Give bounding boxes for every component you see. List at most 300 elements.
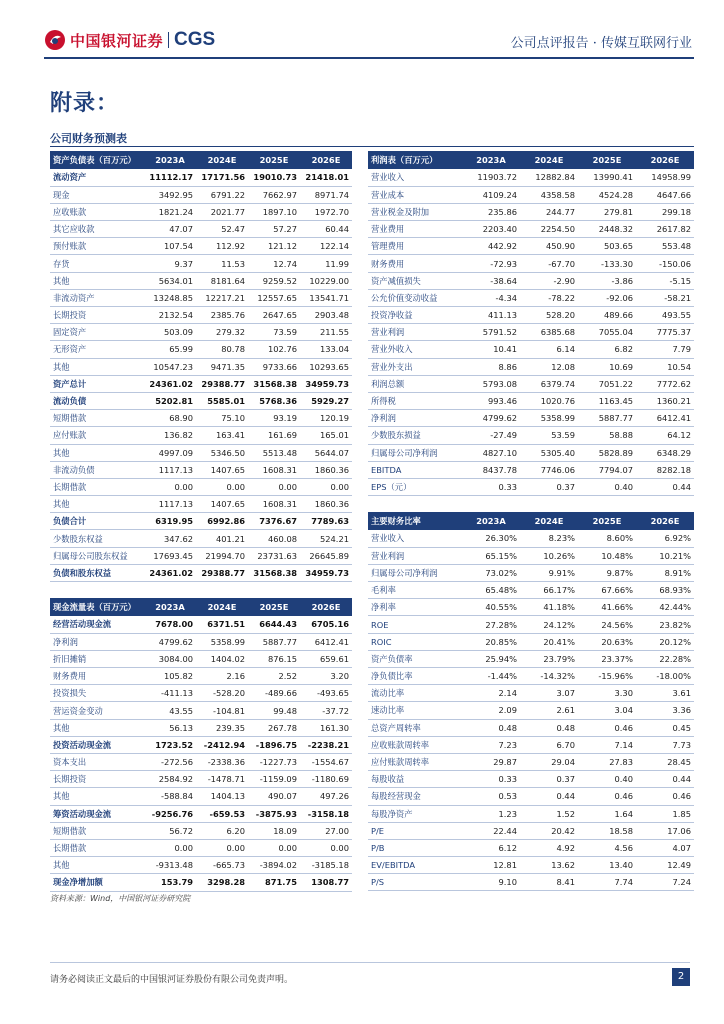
value-cell: 5358.99	[520, 410, 578, 427]
table-row	[368, 255, 694, 272]
value-cell: 12.49	[636, 857, 694, 874]
value-cell: 528.20	[520, 307, 578, 324]
value-cell: -1554.67	[300, 754, 352, 771]
row-label: 长期投资	[50, 771, 144, 788]
value-cell: 7.73	[636, 736, 694, 753]
table-row	[368, 307, 694, 324]
table-row	[50, 238, 352, 255]
year-header-cell: 2025E	[578, 512, 636, 530]
value-cell: 42.44%	[636, 599, 694, 616]
page-header	[0, 0, 724, 60]
row-label: 其他	[50, 272, 144, 289]
value-cell: 12.74	[248, 255, 300, 272]
row-label: P/S	[368, 874, 462, 891]
value-cell: 10.26%	[520, 547, 578, 564]
value-cell: 1.64	[578, 805, 636, 822]
value-cell: 411.13	[462, 307, 520, 324]
value-cell: 7.23	[462, 736, 520, 753]
year-header-cell: 2024E	[520, 512, 578, 530]
value-cell: 6.12	[462, 839, 520, 856]
table-row	[50, 169, 352, 186]
value-cell: 553.48	[636, 238, 694, 255]
value-cell: 497.26	[300, 788, 352, 805]
value-cell: 6319.95	[144, 513, 196, 530]
row-label: 每股净资产	[368, 805, 462, 822]
row-label: 少数股东损益	[368, 427, 462, 444]
value-cell: 66.17%	[520, 582, 578, 599]
row-label: 财务费用	[368, 255, 462, 272]
value-cell: 4997.09	[144, 444, 196, 461]
table-row	[50, 788, 352, 805]
row-label: 速动比率	[368, 702, 462, 719]
row-label: 流动资产	[50, 169, 144, 186]
value-cell: 6379.74	[520, 375, 578, 392]
table-row	[50, 685, 352, 702]
row-label: 应付账款	[50, 427, 144, 444]
table-row	[368, 753, 694, 770]
value-cell: 503.65	[578, 238, 636, 255]
value-cell: 3492.95	[144, 186, 196, 203]
value-cell: 4.56	[578, 839, 636, 856]
value-cell: 8.91%	[636, 564, 694, 581]
value-cell: 0.00	[300, 478, 352, 495]
table-row	[368, 633, 694, 650]
value-cell: 47.07	[144, 221, 196, 238]
value-cell: 28.45	[636, 753, 694, 770]
value-cell: 10.21%	[636, 547, 694, 564]
data-source-note: 资料来源：Wind，中国银河证券研究院	[50, 894, 191, 903]
value-cell: -272.56	[144, 754, 196, 771]
value-cell: 3.07	[520, 685, 578, 702]
value-cell: 4524.28	[578, 186, 636, 203]
table-row	[50, 547, 352, 564]
value-cell: 2.14	[462, 685, 520, 702]
table-row	[50, 341, 352, 358]
row-label: 每股经营现金	[368, 788, 462, 805]
value-cell: 659.61	[300, 650, 352, 667]
row-label: 长期投资	[50, 307, 144, 324]
value-cell: 4109.24	[462, 186, 520, 203]
row-label: 筹资活动现金流	[50, 805, 144, 822]
value-cell: 6992.86	[196, 513, 248, 530]
value-cell: 493.55	[636, 307, 694, 324]
value-cell: 1407.65	[196, 496, 248, 513]
value-cell: 27.00	[300, 822, 352, 839]
value-cell: 489.66	[578, 307, 636, 324]
table-row	[368, 788, 694, 805]
table-row	[368, 444, 694, 461]
year-header-cell: 2024E	[520, 151, 578, 169]
row-label: 其它应收款	[50, 221, 144, 238]
header-divider	[44, 57, 694, 59]
table-row	[50, 513, 352, 530]
table-row	[50, 203, 352, 220]
value-cell: 5202.81	[144, 392, 196, 409]
value-cell: 22.44	[462, 822, 520, 839]
value-cell: 13248.85	[144, 289, 196, 306]
row-label: 营运资金变动	[50, 702, 144, 719]
row-label: P/E	[368, 822, 462, 839]
row-label: ROE	[368, 616, 462, 633]
value-cell: 5929.27	[300, 392, 352, 409]
table-row	[50, 444, 352, 461]
value-cell: 20.63%	[578, 633, 636, 650]
value-cell: 0.45	[636, 719, 694, 736]
value-cell: 3.04	[578, 702, 636, 719]
value-cell: 23.37%	[578, 650, 636, 667]
value-cell: 24361.02	[144, 564, 196, 581]
value-cell: -72.93	[462, 255, 520, 272]
value-cell: 73.59	[248, 324, 300, 341]
table-row	[50, 633, 352, 650]
year-header-cell: 2023A	[144, 151, 196, 169]
row-label: 其他	[50, 444, 144, 461]
appendix-title: 附录：	[50, 91, 120, 116]
value-cell: -3875.93	[248, 805, 300, 822]
table-row	[368, 169, 694, 186]
table-row	[368, 719, 694, 736]
value-cell: 23731.63	[248, 547, 300, 564]
table-row	[368, 822, 694, 839]
value-cell: -411.13	[144, 685, 196, 702]
value-cell: 1117.13	[144, 461, 196, 478]
value-cell: 165.01	[300, 427, 352, 444]
value-cell: -18.00%	[636, 668, 694, 685]
row-label: 营业利润	[368, 324, 462, 341]
value-cell: 6644.43	[248, 616, 300, 633]
value-cell: 105.82	[144, 668, 196, 685]
value-cell: 8.23%	[520, 530, 578, 547]
row-label: 资产负债率	[368, 650, 462, 667]
table-row	[50, 839, 352, 856]
row-label: 折旧摊销	[50, 650, 144, 667]
value-cell: 442.92	[462, 238, 520, 255]
value-cell: 0.40	[578, 771, 636, 788]
value-cell: -27.49	[462, 427, 520, 444]
value-cell: 244.77	[520, 203, 578, 220]
value-cell: 1.52	[520, 805, 578, 822]
row-label: 归属母公司净利润	[368, 444, 462, 461]
value-cell: 2.09	[462, 702, 520, 719]
table-row	[368, 238, 694, 255]
year-header-cell: 2023A	[144, 598, 196, 616]
value-cell: -5.15	[636, 272, 694, 289]
table-title-cell: 现金流量表（百万元）	[50, 598, 144, 616]
value-cell: 9.87%	[578, 564, 636, 581]
row-label: 现金	[50, 186, 144, 203]
value-cell: 53.59	[520, 427, 578, 444]
table-title-cell: 主要财务比率	[368, 512, 462, 530]
value-cell: 133.04	[300, 341, 352, 358]
value-cell: -1896.75	[248, 736, 300, 753]
value-cell: 7746.06	[520, 461, 578, 478]
value-cell: 6791.22	[196, 186, 248, 203]
value-cell: 13541.71	[300, 289, 352, 306]
value-cell: 24361.02	[144, 375, 196, 392]
section-divider	[50, 146, 694, 147]
row-label: P/B	[368, 839, 462, 856]
value-cell: 5346.50	[196, 444, 248, 461]
value-cell: 112.92	[196, 238, 248, 255]
value-cell: 524.21	[300, 530, 352, 547]
table-row	[50, 375, 352, 392]
row-label: 毛利率	[368, 582, 462, 599]
value-cell: 2.52	[248, 668, 300, 685]
value-cell: 56.13	[144, 719, 196, 736]
row-label: 流动负债	[50, 392, 144, 409]
value-cell: 0.46	[636, 788, 694, 805]
value-cell: 25.94%	[462, 650, 520, 667]
row-label: 其他	[50, 358, 144, 375]
value-cell: 0.46	[578, 788, 636, 805]
row-label: 负债和股东权益	[50, 564, 144, 581]
value-cell: -493.65	[300, 685, 352, 702]
value-cell: 0.00	[196, 839, 248, 856]
value-cell: 2448.32	[578, 221, 636, 238]
row-label: 财务费用	[50, 668, 144, 685]
value-cell: 29388.77	[196, 564, 248, 581]
value-cell: 450.90	[520, 238, 578, 255]
row-label: 应付账款周转率	[368, 753, 462, 770]
table-row	[50, 702, 352, 719]
row-label: 归属母公司净利润	[368, 564, 462, 581]
table-row	[368, 685, 694, 702]
value-cell: 1404.02	[196, 650, 248, 667]
value-cell: 5305.40	[520, 444, 578, 461]
value-cell: 2021.77	[196, 203, 248, 220]
value-cell: 0.40	[578, 478, 636, 495]
table-row	[368, 221, 694, 238]
section-title: 公司财务预测表	[50, 132, 127, 145]
value-cell: 4799.62	[462, 410, 520, 427]
value-cell: 5513.48	[248, 444, 300, 461]
value-cell: 6412.41	[636, 410, 694, 427]
disclaimer-text: 请务必阅读正文最后的中国银河证券股份有限公司免责声明。	[50, 975, 294, 985]
value-cell: 24.56%	[578, 616, 636, 633]
value-cell: 2647.65	[248, 307, 300, 324]
table-row	[50, 255, 352, 272]
table-row	[50, 822, 352, 839]
value-cell: 99.48	[248, 702, 300, 719]
value-cell: -1227.73	[248, 754, 300, 771]
value-cell: 17171.56	[196, 169, 248, 186]
row-label: 净利率	[368, 599, 462, 616]
table-row	[368, 478, 694, 495]
value-cell: 5634.01	[144, 272, 196, 289]
value-cell: -489.66	[248, 685, 300, 702]
value-cell: 3298.28	[196, 874, 248, 891]
table-row	[368, 530, 694, 547]
table-row	[50, 478, 352, 495]
table-row	[50, 668, 352, 685]
value-cell: 2.16	[196, 668, 248, 685]
value-cell: 2584.92	[144, 771, 196, 788]
value-cell: -3185.18	[300, 857, 352, 874]
year-header-cell: 2026E	[636, 512, 694, 530]
value-cell: -3.86	[578, 272, 636, 289]
row-label: EBITDA	[368, 461, 462, 478]
table-row	[50, 392, 352, 409]
value-cell: 5793.08	[462, 375, 520, 392]
value-cell: 161.69	[248, 427, 300, 444]
value-cell: 41.18%	[520, 599, 578, 616]
row-label: 资产总计	[50, 375, 144, 392]
row-label: 应收账款周转率	[368, 736, 462, 753]
value-cell: 0.00	[300, 839, 352, 856]
value-cell: 75.10	[196, 410, 248, 427]
value-cell: 20.42	[520, 822, 578, 839]
value-cell: 1407.65	[196, 461, 248, 478]
table-row	[50, 427, 352, 444]
value-cell: 6385.68	[520, 324, 578, 341]
table-row	[50, 771, 352, 788]
value-cell: 5791.52	[462, 324, 520, 341]
table-row	[50, 461, 352, 478]
value-cell: 57.27	[248, 221, 300, 238]
table-row	[50, 289, 352, 306]
value-cell: 10.41	[462, 341, 520, 358]
value-cell: 299.18	[636, 203, 694, 220]
value-cell: 12217.21	[196, 289, 248, 306]
value-cell: 876.15	[248, 650, 300, 667]
value-cell: -2412.94	[196, 736, 248, 753]
value-cell: 7376.67	[248, 513, 300, 530]
row-label: 公允价值变动收益	[368, 289, 462, 306]
value-cell: 29.04	[520, 753, 578, 770]
row-label: 短期借款	[50, 822, 144, 839]
value-cell: 12.81	[462, 857, 520, 874]
value-cell: 1163.45	[578, 392, 636, 409]
value-cell: 4.07	[636, 839, 694, 856]
row-label: 资本支出	[50, 754, 144, 771]
value-cell: 8.86	[462, 358, 520, 375]
table-row	[368, 874, 694, 891]
value-cell: 11112.17	[144, 169, 196, 186]
cash-flow-table	[50, 598, 352, 892]
value-cell: 3.61	[636, 685, 694, 702]
value-cell: 20.41%	[520, 633, 578, 650]
footer-divider	[50, 962, 690, 963]
value-cell: 5585.01	[196, 392, 248, 409]
value-cell: 27.83	[578, 753, 636, 770]
value-cell: 2617.82	[636, 221, 694, 238]
row-label: 无形资产	[50, 341, 144, 358]
value-cell: 14958.99	[636, 169, 694, 186]
table-row	[368, 582, 694, 599]
table-row	[50, 410, 352, 427]
value-cell: -58.21	[636, 289, 694, 306]
value-cell: 10547.23	[144, 358, 196, 375]
value-cell: -665.73	[196, 857, 248, 874]
table-row	[50, 754, 352, 771]
row-label: 其他	[50, 788, 144, 805]
table-row	[368, 805, 694, 822]
value-cell: 6705.16	[300, 616, 352, 633]
value-cell: 3.20	[300, 668, 352, 685]
row-label: 非流动资产	[50, 289, 144, 306]
row-label: 经营活动现金流	[50, 616, 144, 633]
value-cell: 7775.37	[636, 324, 694, 341]
logo-mark-icon	[44, 29, 66, 51]
value-cell: 13.40	[578, 857, 636, 874]
row-label: 所得税	[368, 392, 462, 409]
table-row	[368, 324, 694, 341]
row-label: EPS（元）	[368, 478, 462, 495]
value-cell: -2.90	[520, 272, 578, 289]
value-cell: 4827.10	[462, 444, 520, 461]
value-cell: -1.44%	[462, 668, 520, 685]
value-cell: 67.66%	[578, 582, 636, 599]
value-cell: 9733.66	[248, 358, 300, 375]
value-cell: 1360.21	[636, 392, 694, 409]
value-cell: -9256.76	[144, 805, 196, 822]
value-cell: 1723.52	[144, 736, 196, 753]
value-cell: 993.46	[462, 392, 520, 409]
value-cell: 2203.40	[462, 221, 520, 238]
value-cell: 6.14	[520, 341, 578, 358]
row-label: 投资损失	[50, 685, 144, 702]
table-row	[368, 410, 694, 427]
value-cell: 1821.24	[144, 203, 196, 220]
table-row	[368, 650, 694, 667]
value-cell: 121.12	[248, 238, 300, 255]
row-label: 营业成本	[368, 186, 462, 203]
row-label: 负债合计	[50, 513, 144, 530]
value-cell: 8971.74	[300, 186, 352, 203]
value-cell: 9471.35	[196, 358, 248, 375]
value-cell: -528.20	[196, 685, 248, 702]
value-cell: 0.37	[520, 478, 578, 495]
value-cell: 279.32	[196, 324, 248, 341]
value-cell: 13990.41	[578, 169, 636, 186]
value-cell: 1608.31	[248, 461, 300, 478]
year-header-cell: 2026E	[300, 598, 352, 616]
table-row	[368, 857, 694, 874]
value-cell: -2338.36	[196, 754, 248, 771]
table-row	[368, 272, 694, 289]
value-cell: 21418.01	[300, 169, 352, 186]
table-row	[368, 599, 694, 616]
value-cell: 12557.65	[248, 289, 300, 306]
value-cell: 3.30	[578, 685, 636, 702]
value-cell: -92.06	[578, 289, 636, 306]
value-cell: 1.23	[462, 805, 520, 822]
value-cell: 0.00	[248, 839, 300, 856]
table-title-cell: 资产负债表（百万元）	[50, 151, 144, 169]
value-cell: 1897.10	[248, 203, 300, 220]
value-cell: 7.79	[636, 341, 694, 358]
value-cell: 5887.77	[248, 633, 300, 650]
table-row	[368, 427, 694, 444]
value-cell: 12882.84	[520, 169, 578, 186]
value-cell: 6.70	[520, 736, 578, 753]
value-cell: 1860.36	[300, 496, 352, 513]
value-cell: 871.75	[248, 874, 300, 891]
value-cell: 19010.73	[248, 169, 300, 186]
row-label: 长期借款	[50, 839, 144, 856]
value-cell: 24.12%	[520, 616, 578, 633]
table-row	[50, 805, 352, 822]
value-cell: 8181.64	[196, 272, 248, 289]
value-cell: 0.37	[520, 771, 578, 788]
table-header-row	[368, 512, 694, 530]
table-row	[368, 461, 694, 478]
row-label: 归属母公司股东权益	[50, 547, 144, 564]
year-header-cell: 2025E	[578, 151, 636, 169]
value-cell: 490.07	[248, 788, 300, 805]
value-cell: 0.53	[462, 788, 520, 805]
value-cell: 29.87	[462, 753, 520, 770]
